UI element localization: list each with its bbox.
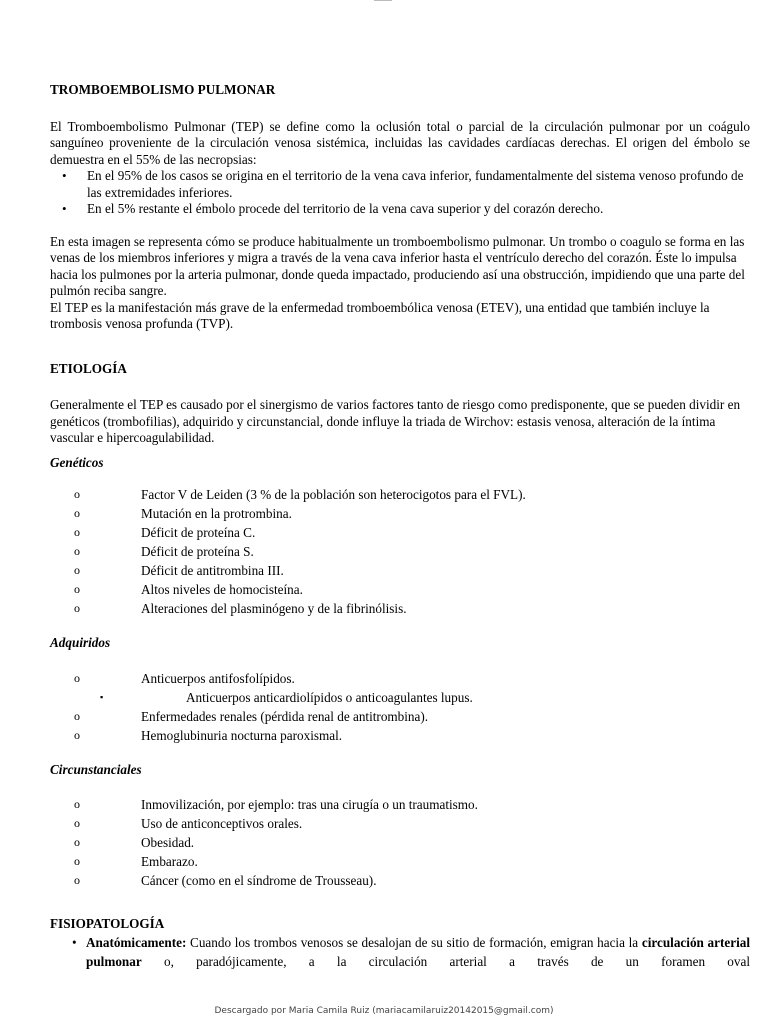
fisio-label: Anatómicamente: xyxy=(86,934,187,950)
list-item xyxy=(50,933,750,971)
page-top-mark xyxy=(374,0,392,1)
bullet-icon: • xyxy=(62,168,67,183)
circunstanciales-list xyxy=(50,795,750,890)
fisio-bold-term: circulación arterial pulmonar xyxy=(86,934,751,969)
list-item: o Déficit de proteína S. xyxy=(74,544,254,559)
list-subitem: ▪ Anticuerpos anticardiolípidos o anticoagulantes lupus. xyxy=(100,689,473,705)
circle-bullet-icon: o xyxy=(74,487,80,501)
fisio-text-line1: Cuando los trombos venosos se desalojan de su sitio de formación, emigran hacia la xyxy=(190,934,639,950)
fisio-text-line2: o, paradójicamente, a la circulación arterial a través de un foramen oval xyxy=(163,953,750,969)
bullet-icon: • xyxy=(72,934,77,950)
circle-bullet-icon: o xyxy=(74,797,80,811)
document-content xyxy=(50,82,750,971)
image-paragraph: En esta imagen se representa cómo se produce habitualmente un tromboembolismo pulmonar. Un trombo o coagulo se forma en las venas de los miembros inferiores y migra a través de la vena cava inferior hasta el ventrículo derecho del corazón. Éste lo impulsa hacia los pulmones por la arteria pulmonar, donde queda impactado, produciendo así una obstrucción, impidiendo que una parte del pulmón reciba sangre. xyxy=(50,233,745,298)
etiologia-paragraph: Generalmente el TEP es causado por el sinergismo de varios factores tanto de riesgo como predisponente, que se pueden dividir en genéticos (trombofilias), adquirido y circunstancial, donde influye la triada de Wirchov: estasis venosa, alteración de la íntima vascular e hipercoagulabilidad. xyxy=(50,397,741,445)
list-item: o Inmovilización, por ejemplo: tras una cirugía o un traumatismo. xyxy=(74,797,478,812)
fisiopatologia-heading: FISIOPATOLOGÍA xyxy=(50,916,165,931)
square-bullet-icon: ▪ xyxy=(100,691,104,702)
download-footer: Descargado por Maria Camila Ruiz (mariacamilaruiz20142015@gmail.com) xyxy=(214,1006,554,1016)
circle-bullet-icon: o xyxy=(74,708,80,723)
list-item: o Altos niveles de homocisteína. xyxy=(74,582,303,597)
circle-bullet-icon: o xyxy=(74,544,80,558)
etiologia-heading: ETIOLOGÍA xyxy=(50,360,127,376)
circle-bullet-icon: o xyxy=(74,506,80,520)
circle-bullet-icon: o xyxy=(74,835,80,849)
geneticos-heading: Genéticos xyxy=(50,454,104,470)
adquiridos-list xyxy=(50,669,750,745)
geneticos-list xyxy=(50,485,750,618)
doc-title: TROMBOEMBOLISMO PULMONAR xyxy=(50,82,276,97)
list-item: o Hemoglubinuria nocturna paroxismal. xyxy=(74,727,343,743)
list-item: o Cáncer (como en el síndrome de Trousseau). xyxy=(74,873,377,888)
adquiridos-heading: Adquiridos xyxy=(50,635,111,650)
list-item: o Factor V de Leiden (3 % de la población son heterocigotos para el FVL). xyxy=(74,487,526,502)
list-item: o Anticuerpos antifosfolípidos. xyxy=(74,670,295,686)
list-item: o Déficit de antitrombina III. xyxy=(74,563,284,578)
circle-bullet-icon: o xyxy=(74,727,80,742)
circle-bullet-icon: o xyxy=(74,816,80,830)
circle-bullet-icon: o xyxy=(74,563,80,577)
list-item: o Embarazo. xyxy=(74,854,198,869)
tep-paragraph: El TEP es la manifestación más grave de la enfermedad tromboembólica venosa (ETEV), una entidad que también incluye la trombosis venosa profunda (TVP). xyxy=(50,299,710,331)
list-item: o Uso de anticonceptivos orales. xyxy=(74,816,303,831)
circle-bullet-icon: o xyxy=(74,670,80,685)
circle-bullet-icon: o xyxy=(74,525,80,539)
intro-bullet-list xyxy=(50,168,750,218)
intro-paragraph: El Tromboembolismo Pulmonar (TEP) se define como la oclusión total o parcial de la circulación pulmonar por un coágulo sanguíneo proveniente de la circulación venosa sistémica, incluidas las cavidades cardíacas derechas. El origen del émbolo se demuestra en el 55% de las necropsias: xyxy=(50,118,750,167)
circunstanciales-heading: Circunstanciales xyxy=(50,761,142,777)
list-item: o Alteraciones del plasminógeno y de la fibrinólisis. xyxy=(74,601,407,616)
fisiopatologia-list xyxy=(50,933,750,971)
circle-bullet-icon: o xyxy=(74,582,80,596)
circle-bullet-icon: o xyxy=(74,873,80,887)
list-item: o Enfermedades renales (pérdida renal de antitrombina). xyxy=(74,708,429,724)
list-item: • En el 95% de los casos se origina en el territorio de la vena cava inferior, fundamentalmente del sistema venoso profundo de las extremidades inferiores. xyxy=(62,168,744,200)
list-item: o Déficit de proteína C. xyxy=(74,525,256,540)
bullet-icon: • xyxy=(62,201,67,216)
list-item: o Mutación en la protrombina. xyxy=(74,506,292,521)
circle-bullet-icon: o xyxy=(74,854,80,868)
list-item: o Obesidad. xyxy=(74,835,195,850)
list-item: • En el 5% restante el émbolo procede del territorio de la vena cava superior y del corazón derecho. xyxy=(62,201,604,216)
circle-bullet-icon: o xyxy=(74,601,80,615)
